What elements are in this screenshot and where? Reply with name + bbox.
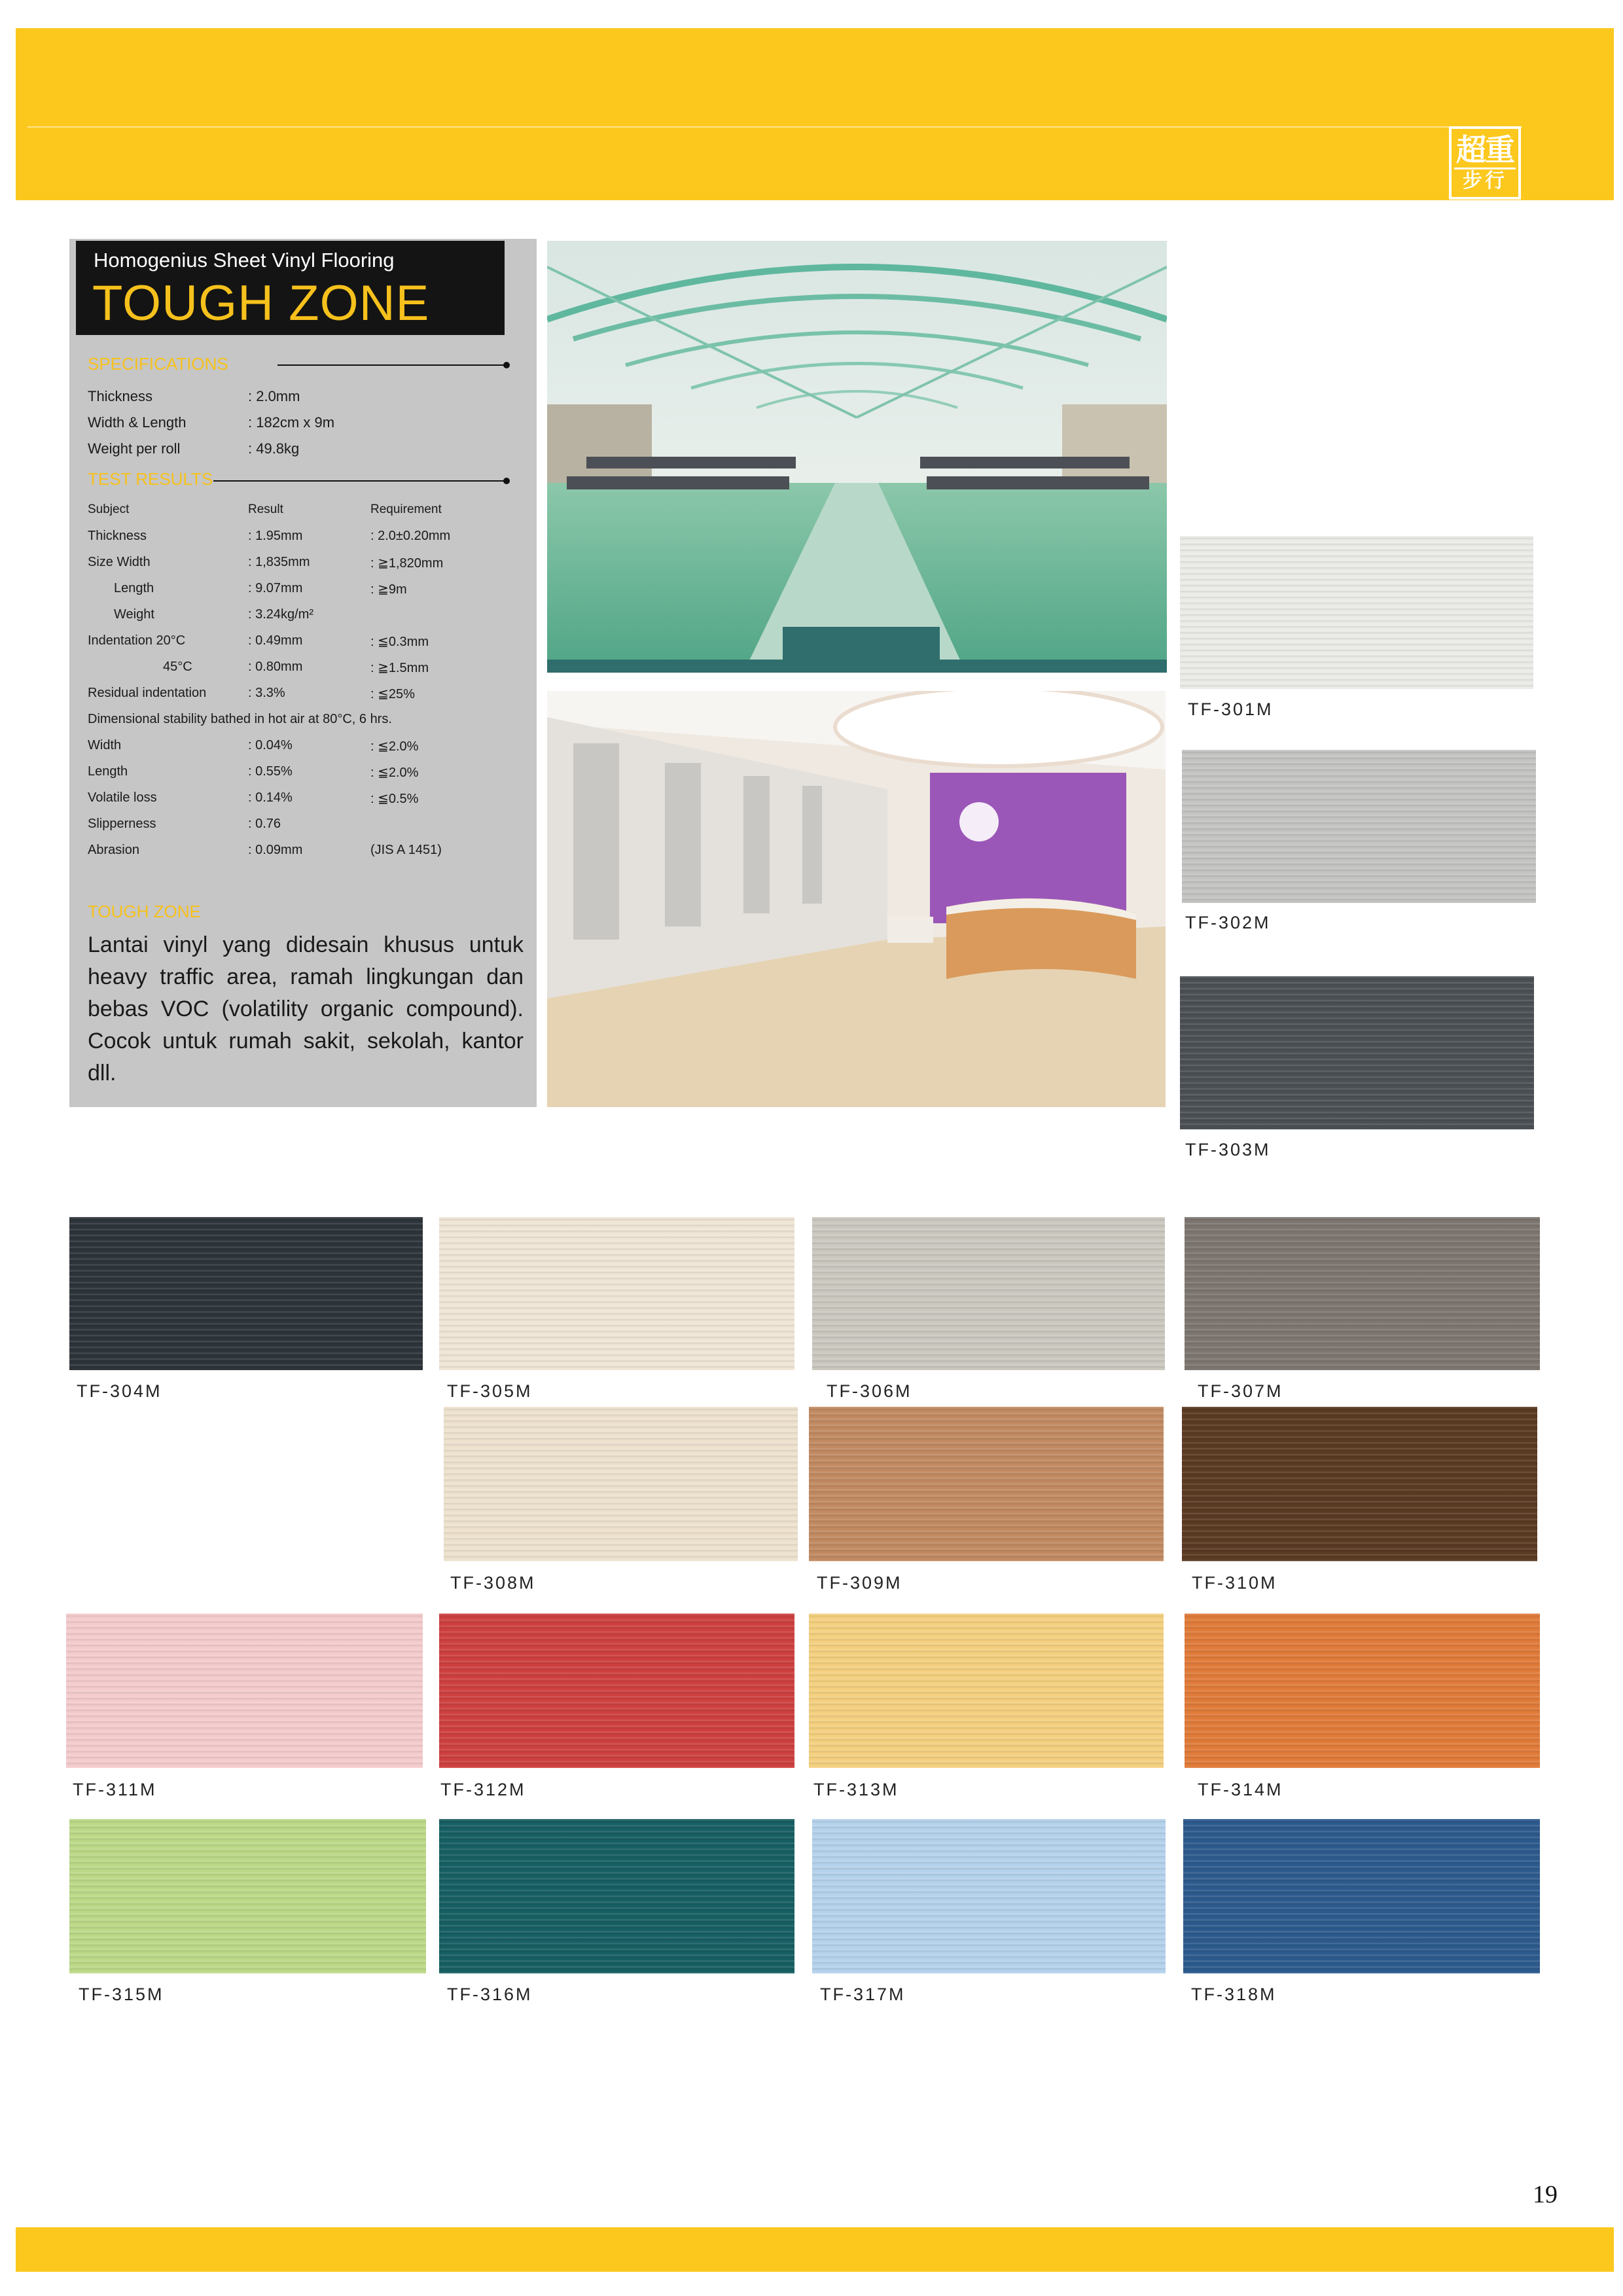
test-result-row: [88, 686, 520, 708]
test-subject: Width: [88, 738, 122, 752]
photo-canteen-hall: [547, 241, 1167, 673]
test-results-heading: TEST RESULTS: [88, 469, 213, 489]
color-swatch: [439, 1614, 794, 1768]
test-result-row: [88, 660, 520, 682]
test-requirement: : ≦0.5%: [370, 792, 419, 806]
test-subject: Thickness: [88, 529, 147, 543]
test-result: : 9.07mm: [248, 581, 303, 595]
test-subject: Length: [114, 581, 154, 595]
swatch-code: TF-309M: [817, 1573, 902, 1593]
test-result: : 0.76: [248, 817, 281, 831]
color-swatch: [69, 1217, 423, 1370]
test-result: : 0.04%: [248, 738, 293, 752]
color-swatch: [809, 1407, 1164, 1561]
test-requirement: (JIS A 1451): [370, 843, 442, 857]
color-swatch: [69, 1819, 426, 1973]
spec-row: [88, 414, 520, 436]
test-result-row: [88, 738, 520, 760]
swatch-code: TF-306M: [827, 1381, 912, 1401]
test-subject: Weight: [114, 607, 154, 622]
swatch-code: TF-310M: [1192, 1573, 1277, 1593]
test-result-row: [88, 712, 520, 734]
spec-label: Thickness: [88, 388, 153, 404]
test-result: : 1,835mm: [248, 555, 310, 569]
test-result: : 0.09mm: [248, 843, 303, 857]
specifications-rule-dot: [503, 362, 510, 368]
test-result-row: [88, 607, 520, 629]
logo-line-2: 步行: [1454, 168, 1516, 191]
header-rule: [27, 126, 1522, 128]
hospital-lobby-illustration: [547, 691, 1166, 1107]
color-swatch: [1182, 1407, 1537, 1561]
swatch-code: TF-315M: [79, 1985, 164, 2004]
test-result: : 3.24kg/m²: [248, 607, 314, 622]
test-result: : 0.49mm: [248, 633, 303, 648]
product-subtitle: Homogenius Sheet Vinyl Flooring: [94, 249, 395, 272]
test-result-row: [88, 817, 520, 839]
photo-hospital-lobby: [547, 691, 1166, 1107]
specifications-rule: [277, 364, 508, 366]
color-swatch: [1185, 1614, 1540, 1768]
test-results-header-row: [88, 503, 520, 525]
swatch-code: TF-311M: [73, 1780, 157, 1799]
swatch-code: TF-305M: [447, 1381, 533, 1401]
spec-panel: [69, 239, 537, 1107]
test-result-row: [88, 555, 520, 577]
swatch-code: TF-301M: [1188, 699, 1274, 719]
column-header-requirement: Requirement: [370, 503, 442, 516]
test-result: : 1.95mm: [248, 529, 303, 543]
test-result-row: [88, 790, 520, 813]
test-subject: Slipperness: [88, 817, 156, 831]
test-results-rule-dot: [503, 478, 510, 484]
spec-value: : 182cm x 9m: [248, 414, 335, 431]
swatch-code: TF-304M: [77, 1381, 162, 1401]
test-subject: 45°C: [163, 660, 192, 674]
swatch-code: TF-318M: [1191, 1985, 1277, 2004]
swatch-code: TF-317M: [820, 1985, 906, 2004]
color-swatch: [1185, 1217, 1540, 1370]
test-result: : 0.80mm: [248, 660, 303, 674]
test-result: : 3.3%: [248, 686, 285, 700]
color-swatch: [66, 1614, 423, 1768]
swatch-code: TF-312M: [440, 1780, 526, 1799]
test-result-row: [88, 581, 520, 603]
test-subject: Volatile loss: [88, 790, 157, 805]
test-requirement: : ≧9m: [370, 582, 407, 597]
test-requirement: : ≦2.0%: [370, 766, 419, 780]
test-requirement: : ≧1.5mm: [370, 661, 429, 675]
description-heading: TOUGH ZONE: [88, 902, 201, 921]
color-swatch: [812, 1217, 1165, 1370]
test-result-row: [88, 633, 520, 656]
spec-row: [88, 440, 520, 463]
test-subject: Residual indentation: [88, 686, 207, 700]
brand-logo: [1449, 126, 1521, 200]
color-swatch: [812, 1819, 1166, 1973]
header-band: [16, 28, 1614, 200]
color-swatch: [439, 1217, 794, 1370]
product-title: TOUGH ZONE: [92, 275, 430, 331]
swatch-code: TF-307M: [1198, 1381, 1283, 1401]
swatch-code: TF-316M: [447, 1985, 533, 2004]
color-swatch: [439, 1819, 794, 1973]
swatch-code: TF-303M: [1185, 1140, 1271, 1159]
color-swatch: [1180, 976, 1534, 1129]
test-results-rule: [213, 480, 508, 482]
test-subject: Dimensional stability bathed in hot air at 80°C, 6 hrs.: [88, 712, 392, 726]
test-requirement: : ≧1,820mm: [370, 556, 444, 571]
swatch-code: TF-314M: [1198, 1780, 1283, 1799]
color-swatch: [1183, 1819, 1540, 1973]
test-requirement: : 2.0±0.20mm: [370, 529, 451, 543]
color-swatch: [444, 1407, 798, 1561]
footer-band: [16, 2227, 1614, 2272]
test-requirement: : ≦0.3mm: [370, 635, 429, 649]
column-header-result: Result: [248, 503, 283, 516]
test-result-row: [88, 843, 520, 865]
title-box: [76, 241, 505, 335]
canteen-hall-illustration: [547, 241, 1167, 673]
test-result: : 0.14%: [248, 790, 293, 805]
spec-row: [88, 388, 520, 410]
spec-label: Weight per roll: [88, 440, 181, 457]
test-subject: Size Width: [88, 555, 151, 569]
spec-label: Width & Length: [88, 414, 187, 431]
page-number: 19: [1533, 2181, 1558, 2208]
color-swatch: [1180, 536, 1533, 689]
test-requirement: : ≦25%: [370, 687, 415, 701]
test-requirement: : ≦2.0%: [370, 739, 419, 754]
swatch-code: TF-302M: [1185, 913, 1271, 932]
description-text: Lantai vinyl yang didesain khusus untuk heavy traffic area, ramah lingkungan dan bebas VOC (volatility organic compound). Cocok untuk rumah sakit, sekolah, kantor dll.: [88, 932, 524, 1086]
test-subject: Length: [88, 764, 128, 779]
test-result-row: [88, 764, 520, 786]
swatch-code: TF-308M: [450, 1573, 536, 1593]
logo-line-1: 超重: [1456, 132, 1514, 168]
test-result: : 0.55%: [248, 764, 293, 779]
color-swatch: [809, 1614, 1164, 1768]
swatch-code: TF-313M: [813, 1780, 899, 1799]
spec-value: : 49.8kg: [248, 440, 300, 457]
test-result-row: [88, 529, 520, 551]
specifications-heading: SPECIFICATIONS: [88, 354, 228, 374]
column-header-subject: Subject: [88, 503, 130, 516]
test-subject: Indentation 20°C: [88, 633, 186, 648]
spec-value: : 2.0mm: [248, 388, 300, 404]
test-subject: Abrasion: [88, 843, 139, 857]
color-swatch: [1182, 750, 1536, 903]
